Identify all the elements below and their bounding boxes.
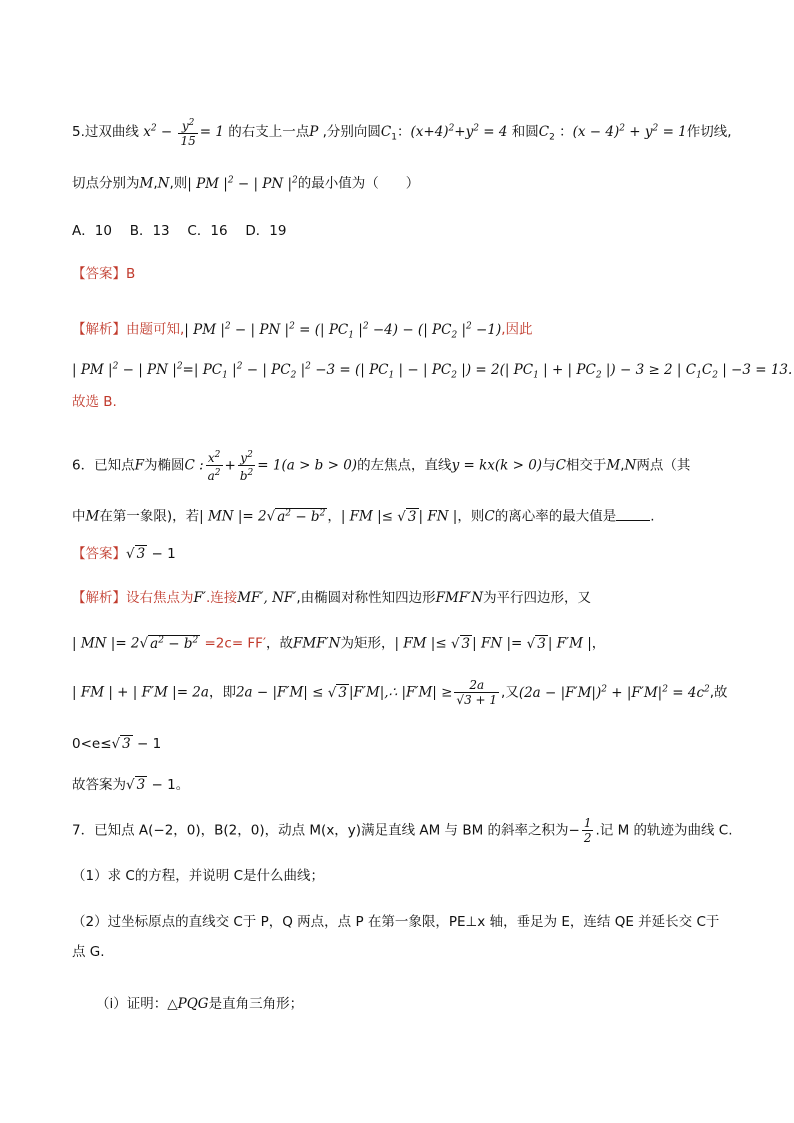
hyperbola-fraction: $\frac{y^2}{15}$ [180, 118, 196, 148]
q7-line1: 7．已知点 A(−2，0)，B(2，0)，动点 M(x，y)满足直线 AM 与 BM 的斜率之积为− $\frac{1}{2}$ .记 M 的轨迹为曲线 C. [72, 816, 733, 845]
q6-analysis-line2: | MN |= 2√ $a^2 - b^2 =2c= FF'$，故FMF′N为矩形，| FM |≤ √ 3 | FN |= √ 3 | F′M |， [72, 635, 606, 652]
q5-line1: 5.过双曲线 $x^2$ − $\frac{y^2}{15}$ = 1 的右支上一点P ,分别向圆$C_1$：$(x+4)^2+y^2 = 4$ 和圆$C_2$ ：$(x - 4)^2 + y^2 = 1$作切线, [72, 118, 732, 148]
q7-part2-line1: （2）过坐标原点的直线交 C于 P，Q 两点，点 P 在第一象限，PE⊥x 轴，垂足为 E，连结 QE 并延长交 C于 [72, 914, 720, 930]
q6-answer: 【答案】√ 3 − 1 [72, 546, 176, 562]
q5-line2: 切点分别为M,N,则| PM $|^2$ − | PN $|^2$的最小值为（ ） [72, 175, 420, 192]
hyperbola-equation: $x^2$ − [143, 123, 177, 140]
q7-part2-line2: 点 G. [72, 944, 105, 960]
q5-analysis: 【解析】由题可知,| PM $|^2$ − | PN $|^2$ = (| $PC_1$ $|^2 -4$) − (| $PC_2$ $|^2 -1$),因此 [72, 321, 533, 341]
q5-options: A．10 B．13 C．16 D．19 [72, 223, 287, 239]
q5-derivation: | PM $|^2$ − | PN $|^2=|$ $PC_1$ $|^2$ − | $PC_2$ $|^2 -3$ = (| $PC_1$ | − | $PC_2$ |) = 2(| $PC_1$ | + | $PC_2$ |) − 3 ≥ 2 | $C_1C_2$ | −3 = 13. [72, 361, 793, 381]
q6-line1: 6．已知点F为椭圆C : $\frac{x^2}{a^2}$ + $\frac{y^2}{b^2}$ = 1(a > b > 0)的左焦点，直线y = kx(k > 0)与C相交于M,N两点（其 [72, 450, 691, 483]
q7-part1: （1）求 C的方程，并说明 C是什么曲线； [72, 868, 325, 884]
q5-conclusion: 故选 B. [72, 394, 117, 410]
q6-conclusion: 故答案为√ 3 − 1。 [72, 777, 190, 793]
q6-line2: 中M在第一象限)，若| MN |= 2√ $a^2 - b^2$ ，| FM |≤ √ 3 | FN |，则C的离心率的最大值是 . [72, 508, 655, 525]
q7-part2-i: （i）证明：△PQG是直角三角形； [96, 996, 304, 1012]
q5-answer: 【答案】B [72, 266, 136, 282]
q6-analysis-line1: 【解析】设右焦点为F′.连接MF′, NF′,由椭圆对称性知四边形FMF′N为平行四边形，又 [72, 590, 592, 606]
q6-analysis-line3: | FM | + | F′M |= 2a，即2a − |F′M| ≤ √ 3 |F′M|,∴ |F′M| ≥ $\frac{2a}{√3 + 1}$ ,又$(2a - |F'M|)^2 + |F'M|^2 = 4c^2$,故 [72, 678, 728, 707]
answer-blank [616, 508, 650, 521]
q6-analysis-line4: 0<e≤√ 3 − 1 [72, 736, 162, 752]
